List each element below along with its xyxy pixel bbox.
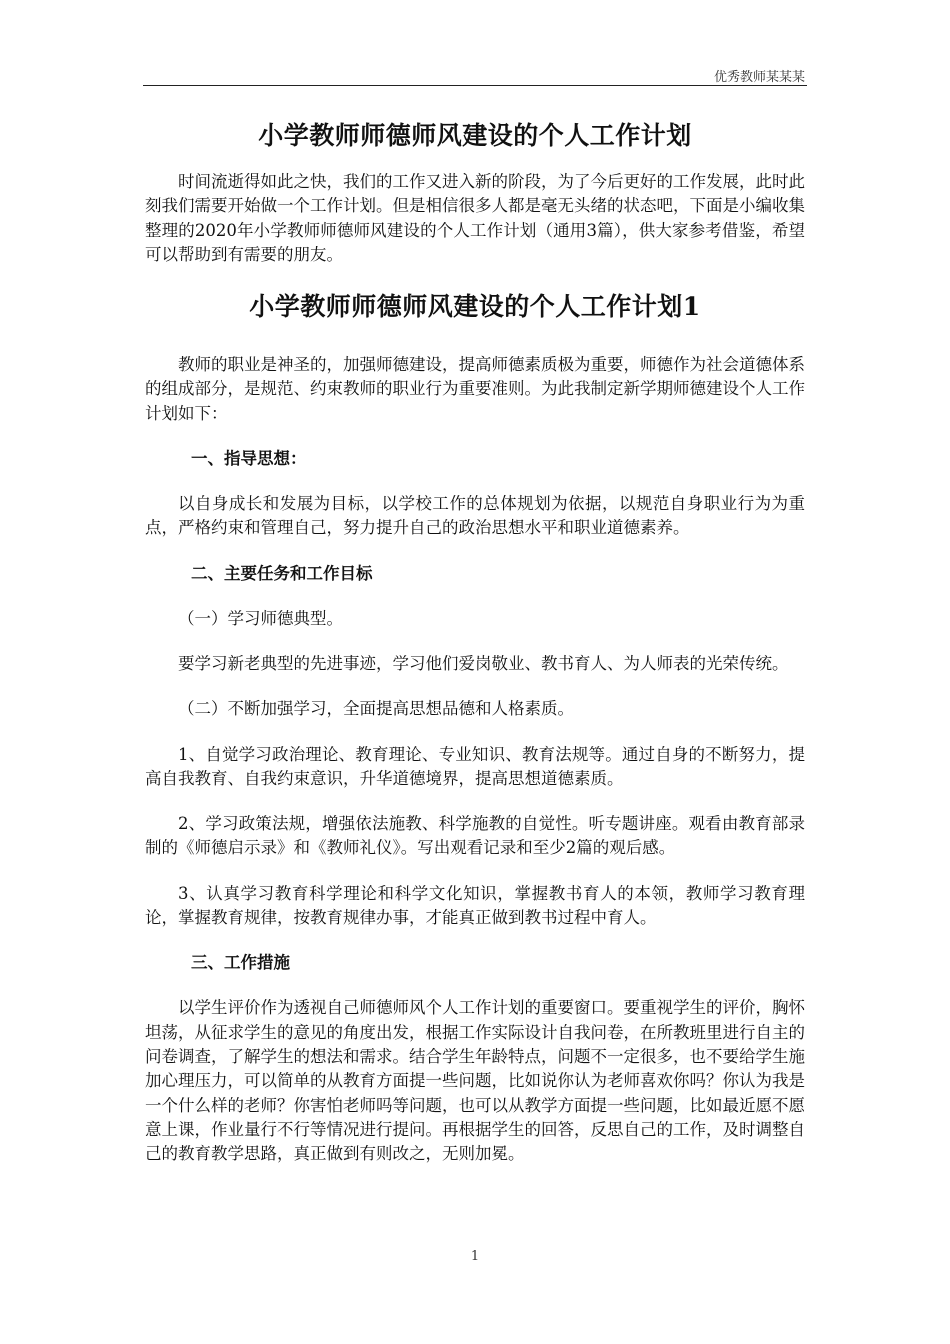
- page-header-author: 优秀教师某某某: [713, 70, 805, 85]
- list-item-3: 3、认真学习教育科学理论和科学文化知识，掌握教书育人的本领，教师学习教育理论，掌握教育规律，按教育规律办事，才能真正做到教书过程中育人。: [145, 883, 805, 928]
- header-divider: [143, 85, 807, 86]
- paragraph-3: 要学习新老典型的先进事迹，学习他们爱岗敬业、教书育人、为人师表的光荣传统。: [178, 653, 789, 673]
- heading-work-measures: 三、工作措施: [191, 953, 290, 973]
- list-item-2: 2、学习政策法规，增强依法施教、科学施教的自觉性。听专题讲座。观看由教育部录制的《师德启示录》和《教师礼仪》。写出观看记录和至少2篇的观后感。: [145, 814, 805, 858]
- paragraph-4: 以学生评价作为透视自己师德师风个人工作计划的重要窗口。要重视学生的评价，胸怀坦荡，从征求学生的意见的角度出发，根据工作实际设计自我问卷，在所教班里进行自主的问卷调查，了解学生的想法和需求。结合学生年龄特点，问题不一定很多，也不要给学生施加心理压力，可以简单的从教育方面提一些问题，比如说你认为老师喜欢你吗？你认为我是一个什么样的老师？你害怕老师吗等问题，也可以从教学方面提一些问题，比如最近愿不愿意上课，作业量行不行等情况进行提问。再根据学生的回答，反思自己的工作，及时调整自己的教育教学思路，真正做到有则改之，无则加冕。: [145, 998, 805, 1164]
- heading-guiding-thought: 一、指导思想：: [191, 449, 307, 469]
- subheading-2: （二）不断加强学习，全面提高思想品德和人格素质。: [178, 699, 574, 719]
- intro-paragraph: 时间流逝得如此之快，我们的工作又进入新的阶段，为了今后更好的工作发展，此时此刻我们需要开始做一个工作计划。但是相信很多人都是毫无头绪的状态吧，下面是小编收集整理的2020年小学教师师德师风建设的个人工作计划（通用3篇），供大家参考借鉴，希望可以帮助到有需要的朋友。: [145, 172, 805, 264]
- list-item-1: 1、自觉学习政治理论、教育理论、专业知识、教育法规等。通过自身的不断努力，提高自我教育、自我约束意识，升华道德境界，提高思想道德素质。: [145, 744, 805, 788]
- section-title: 小学教师师德师风建设的个人工作计划1: [249, 292, 701, 322]
- subheading-1: （一）学习师德典型。: [178, 608, 343, 628]
- paragraph-2: 以自身成长和发展为目标，以学校工作的总体规划为依据，以规范自身职业行为为重点，严格约束和管理自己，努力提升自己的政治思想水平和职业道德素养。: [145, 494, 805, 538]
- heading-main-tasks: 二、主要任务和工作目标: [191, 563, 373, 583]
- document-body: [145, 114, 805, 1166]
- paragraph-1: 教师的职业是神圣的，加强师德建设，提高师德素质极为重要，师德作为社会道德体系的组成部分，是规范、约束教师的职业行为重要准则。为此我制定新学期师德建设个人工作计划如下：: [145, 355, 805, 423]
- page-number: 1: [470, 1249, 480, 1264]
- document-title: 小学教师师德师风建设的个人工作计划: [258, 121, 692, 150]
